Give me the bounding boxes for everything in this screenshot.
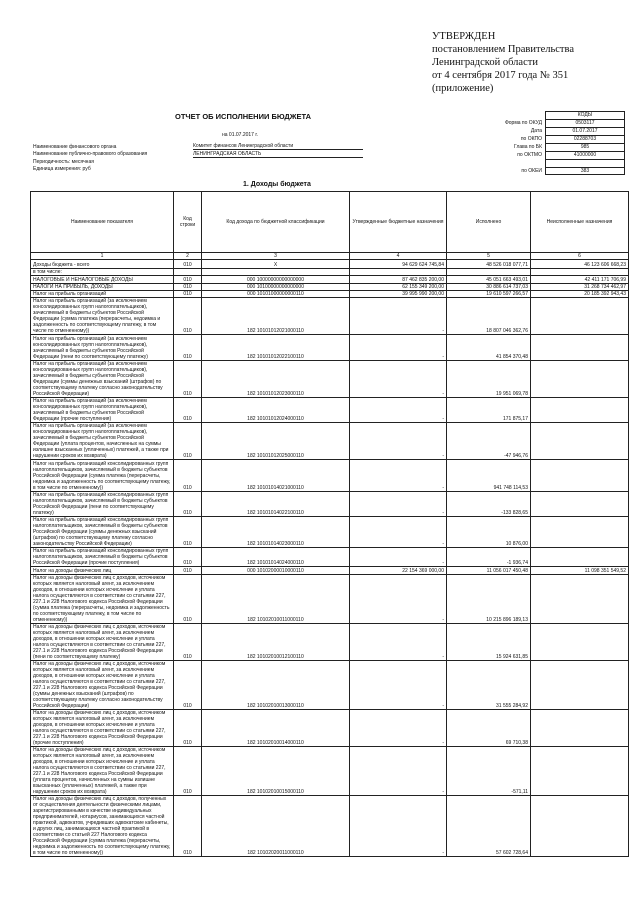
income-table	[30, 191, 629, 857]
cell-name: Доходы бюджета - всего	[31, 260, 174, 269]
approval-line-2: постановлением Правительства	[432, 44, 575, 55]
cell-unexecuted: 11 098 351 549,52	[531, 567, 629, 575]
cell-name: Налог на доходы физических лиц с доходов, полученных от осуществления деятельности физическими лицами, зарегистрированными в качестве индивидуальных предпринимателей, нотариусов, занимающихся частной практикой, адвокатов, учредивших адвокатские кабинеты, и других лиц, занимающихся частной практикой в соответствии со статьей 227 Налогового кодекса Российской Федерации (сумма платежа (перерасчеты, недоимка и задолженность по соответствующему платежу, в том числе по отмененному))	[31, 796, 174, 857]
cell-name: в том числе:	[31, 269, 174, 276]
cell-unexecuted: 20 185 392 943,43	[531, 291, 629, 298]
cell-line-code: 010	[174, 796, 202, 857]
cell-name: Налог на доходы физических лиц с доходов, источником которых является налоговый агент, за исключением доходов, в отношении которых исчисление и уплата налога осуществляются в соответствии со статьями 227, 227.1 и 228 Налогового кодекса Российской Федерации (пени по соответствующему платежу)	[31, 624, 174, 661]
cell-income-code: 182 10102010013000110	[202, 661, 350, 710]
cell-executed: 171 875,17	[447, 398, 531, 423]
cell-executed: 10 215 896 189,13	[447, 575, 531, 624]
cell-name: Налог на прибыль организаций консолидированных групп налогоплательщиков, зачисляемый в бюджеты субъектов Российской Федерации (пени по соответствующему платежу)	[31, 492, 174, 517]
cell-approved: -	[350, 423, 447, 460]
approval-line-4: от 4 сентября 2017 года № 351	[432, 70, 569, 81]
cell-executed: 18 807 046 362,76	[447, 298, 531, 335]
meta-row	[33, 158, 363, 166]
cell-approved: -	[350, 548, 447, 567]
cell-line-code: 010	[174, 624, 202, 661]
table-row	[31, 423, 629, 460]
colnum: 6	[531, 253, 629, 260]
cell-income-code: 182 10101012022100110	[202, 335, 350, 361]
cell-approved: -	[350, 361, 447, 398]
cell-approved: 87 462 835 200,00	[350, 276, 447, 284]
code-label: по ОКТМО	[517, 152, 542, 158]
cell-approved: -	[350, 661, 447, 710]
code-row	[475, 127, 625, 135]
table-header-row	[31, 192, 629, 253]
code-row	[475, 135, 625, 143]
cell-name: НАЛОГОВЫЕ И НЕНАЛОГОВЫЕ ДОХОДЫ	[31, 276, 174, 284]
cell-executed: 941 748 114,53	[447, 460, 531, 492]
cell-unexecuted	[531, 398, 629, 423]
code-label: по ОКЕИ	[521, 168, 542, 174]
codes-block	[475, 111, 625, 175]
table-row	[31, 361, 629, 398]
cell-income-code	[202, 269, 350, 276]
table-row	[31, 335, 629, 361]
table-row	[31, 661, 629, 710]
table-row	[31, 260, 629, 269]
cell-line-code: 010	[174, 284, 202, 291]
cell-line-code: 010	[174, 276, 202, 284]
cell-income-code: 182 10101012024000110	[202, 398, 350, 423]
table-row	[31, 284, 629, 291]
cell-unexecuted: 31 268 734 462,97	[531, 284, 629, 291]
cell-name: Налог на прибыль организаций	[31, 291, 174, 298]
cell-approved: -	[350, 747, 447, 796]
table-row	[31, 291, 629, 298]
table-row	[31, 548, 629, 567]
colnum: 5	[447, 253, 531, 260]
code-row	[475, 151, 625, 159]
header-income-code: Код дохода по бюджетной классификации	[202, 192, 350, 253]
cell-unexecuted	[531, 624, 629, 661]
cell-line-code: 010	[174, 260, 202, 269]
cell-income-code: 182 10101014024000110	[202, 548, 350, 567]
cell-executed: -133 828,65	[447, 492, 531, 517]
cell-approved: 62 155 349 200,00	[350, 284, 447, 291]
code-row	[475, 159, 625, 167]
cell-executed: 11 056 017 450,48	[447, 567, 531, 575]
table-row	[31, 575, 629, 624]
header-name: Наименование показателя	[31, 192, 174, 253]
header-line-code: Код строки	[174, 192, 202, 253]
cell-unexecuted	[531, 747, 629, 796]
table-row	[31, 298, 629, 335]
cell-executed: -47 946,76	[447, 423, 531, 460]
cell-approved: -	[350, 575, 447, 624]
cell-income-code: 182 10102010011000110	[202, 575, 350, 624]
code-row	[475, 119, 625, 127]
table-row	[31, 398, 629, 423]
cell-executed	[447, 269, 531, 276]
code-value: 02288703	[545, 135, 625, 143]
report-title: ОТЧЕТ ОБ ИСПОЛНЕНИИ БЮДЖЕТА	[175, 112, 312, 121]
meta-value: Комитет финансов Ленинградской области	[193, 143, 363, 150]
cell-name: Налог на доходы физических лиц с доходов, источником которых является налоговый агент, за исключением доходов, в отношении которых исчисление и уплата налога осуществляются в соответствии со статьями 227, 227.1 и 228 Налогового кодекса Российской Федерации (уплата процентов, начисленных на суммы излишне взысканных (уплаченных) платежей, а также при нарушении сроков их возврата)	[31, 747, 174, 796]
column-number-row	[31, 253, 629, 260]
cell-unexecuted	[531, 492, 629, 517]
cell-executed: -1 936,74	[447, 548, 531, 567]
cell-income-code: 182 10101014021000110	[202, 460, 350, 492]
cell-line-code: 010	[174, 492, 202, 517]
colnum: 4	[350, 253, 447, 260]
cell-unexecuted	[531, 575, 629, 624]
cell-approved: -	[350, 335, 447, 361]
cell-line-code	[174, 269, 202, 276]
cell-approved: -	[350, 796, 447, 857]
code-label: по ОКПО	[520, 136, 542, 142]
cell-unexecuted	[531, 548, 629, 567]
cell-name: Налог на прибыль организаций (за исключением консолидированных групп налогоплательщиков), зачисляемый в бюджеты субъектов Российской Федерации (пени по соответствующему платежу)	[31, 335, 174, 361]
cell-approved: -	[350, 492, 447, 517]
cell-unexecuted	[531, 269, 629, 276]
report-meta	[33, 143, 363, 173]
meta-row	[33, 143, 363, 151]
cell-income-code: 182 10101012025000110	[202, 423, 350, 460]
cell-unexecuted	[531, 423, 629, 460]
meta-row	[33, 151, 363, 159]
cell-line-code: 010	[174, 291, 202, 298]
cell-line-code: 010	[174, 335, 202, 361]
cell-executed: 31 555 284,92	[447, 661, 531, 710]
cell-name: Налог на прибыль организаций (за исключением консолидированных групп налогоплательщиков), зачисляемый в бюджеты субъектов Российской Федерации (сумма платежа (перерасчеты, недоимка и задолженность по соответствующему платежу, в том числе по отмененному))	[31, 298, 174, 335]
cell-line-code: 010	[174, 423, 202, 460]
code-value: 985	[545, 143, 625, 151]
cell-income-code: 182 10101014023000110	[202, 517, 350, 548]
cell-unexecuted	[531, 710, 629, 747]
section-title: 1. Доходы бюджета	[243, 181, 311, 188]
cell-income-code: 000 10101000000000110	[202, 291, 350, 298]
cell-unexecuted	[531, 796, 629, 857]
code-value	[545, 159, 625, 167]
meta-label: Периодичность: месячная	[33, 158, 94, 165]
cell-approved	[350, 269, 447, 276]
cell-income-code: 182 10101014022100110	[202, 492, 350, 517]
meta-row	[33, 166, 363, 174]
cell-executed: 15 924 631,85	[447, 624, 531, 661]
cell-unexecuted	[531, 361, 629, 398]
header-executed: Исполнено	[447, 192, 531, 253]
cell-line-code: 010	[174, 298, 202, 335]
cell-executed: 10 876,00	[447, 517, 531, 548]
cell-line-code: 010	[174, 517, 202, 548]
table-row	[31, 517, 629, 548]
cell-income-code: X	[202, 260, 350, 269]
cell-name: Налог на доходы физических лиц с доходов, источником которых является налоговый агент, за исключением доходов, в отношении которых исчисление и уплата налога осуществляются в соответствии со статьями 227, 227.1 и 228 Налогового кодекса Российской Федерации (суммы денежных взысканий (штрафов) по соответствующему платежу согласно законодательству Российской Федерации)	[31, 661, 174, 710]
table-row	[31, 567, 629, 575]
colnum: 2	[174, 253, 202, 260]
cell-line-code: 010	[174, 460, 202, 492]
table-row	[31, 269, 629, 276]
meta-label: Наименование финансового органа	[33, 143, 117, 150]
table-row	[31, 796, 629, 857]
cell-line-code: 010	[174, 710, 202, 747]
cell-name: Налог на доходы физических лиц с доходов, источником которых является налоговый агент, за исключением доходов, в отношении которых исчисление и уплата налога осуществляются в соответствии со статьями 227, 227.1 и 228 Налогового кодекса Российской Федерации (прочие поступления)	[31, 710, 174, 747]
codes-header: КОДЫ	[545, 111, 625, 119]
cell-line-code: 010	[174, 398, 202, 423]
cell-approved: -	[350, 624, 447, 661]
cell-unexecuted	[531, 661, 629, 710]
colnum: 3	[202, 253, 350, 260]
table-row	[31, 624, 629, 661]
cell-name: Налог на доходы физических лиц	[31, 567, 174, 575]
cell-executed: 48 526 018 077,71	[447, 260, 531, 269]
cell-approved: -	[350, 517, 447, 548]
approval-line-5: (приложение)	[432, 83, 494, 94]
cell-name: Налог на прибыль организаций консолидированных групп налогоплательщиков, зачисляемый в бюджеты субъектов Российской Федерации (суммы денежных взысканий (штрафов) по соответствующему платежу согласно законодательству Российской Федерации)	[31, 517, 174, 548]
cell-line-code: 010	[174, 567, 202, 575]
cell-executed: 69 710,38	[447, 710, 531, 747]
cell-approved: -	[350, 298, 447, 335]
cell-name: Налог на доходы физических лиц с доходов, источником которых является налоговый агент, за исключением доходов, в отношении которых исчисление и уплата налога осуществляются в соответствии со статьями 227, 227.1 и 228 Налогового кодекса Российской Федерации (сумма платежа (перерасчеты, недоимка и задолженность по соответствующему платежу, в том числе по отмененному))	[31, 575, 174, 624]
cell-name: Налог на прибыль организаций консолидированных групп налогоплательщиков, зачисляемый в бюджеты субъектов Российской Федерации (прочие поступления)	[31, 548, 174, 567]
cell-unexecuted	[531, 517, 629, 548]
table-row	[31, 460, 629, 492]
code-value: 0503117	[545, 119, 625, 127]
cell-approved: 22 154 369 000,00	[350, 567, 447, 575]
cell-income-code: 182 10101012023000110	[202, 361, 350, 398]
approval-stamp	[432, 30, 632, 95]
cell-approved: -	[350, 710, 447, 747]
cell-line-code: 010	[174, 747, 202, 796]
cell-approved: 94 629 624 745,84	[350, 260, 447, 269]
cell-income-code: 000 10102000010000110	[202, 567, 350, 575]
cell-executed: 57 602 728,64	[447, 796, 531, 857]
code-label: Дата	[530, 128, 542, 134]
meta-value: ЛЕНИНГРАДСКАЯ ОБЛАСТЬ	[193, 151, 363, 158]
cell-name: Налог на прибыль организаций консолидированных групп налогоплательщиков, зачисляемый в бюджеты субъектов Российской Федерации (сумма платежа (перерасчеты, недоимка и задолженность по соответствующему платежу, в том числе по отмененному))	[31, 460, 174, 492]
cell-income-code: 182 10102010015000110	[202, 747, 350, 796]
cell-executed: 41 854 370,48	[447, 335, 531, 361]
table-row	[31, 492, 629, 517]
colnum: 1	[31, 253, 174, 260]
code-value: 41000000	[545, 151, 625, 159]
cell-unexecuted	[531, 460, 629, 492]
meta-label: Наименование публично-правового образования	[33, 151, 148, 158]
table-row	[31, 276, 629, 284]
table-row	[31, 710, 629, 747]
cell-approved: -	[350, 398, 447, 423]
cell-approved: 39 995 990 200,00	[350, 291, 447, 298]
cell-unexecuted	[531, 335, 629, 361]
cell-name: НАЛОГИ НА ПРИБЫЛЬ, ДОХОДЫ	[31, 284, 174, 291]
cell-executed: 19 610 597 266,57	[447, 291, 531, 298]
meta-label: Единица измерения: руб	[33, 166, 91, 173]
cell-line-code: 010	[174, 661, 202, 710]
approval-line-3: Ленинградской области	[432, 57, 538, 68]
cell-unexecuted	[531, 298, 629, 335]
cell-executed: -571,11	[447, 747, 531, 796]
table-row	[31, 747, 629, 796]
approval-line-1: УТВЕРЖДЕН	[432, 31, 496, 42]
cell-income-code: 182 10101012021000110	[202, 298, 350, 335]
cell-name: Налог на прибыль организаций (за исключением консолидированных групп налогоплательщиков), зачисляемый в бюджеты субъектов Российской Федерации (суммы денежных взысканий (штрафов) по соответствующему платежу согласно законодательству Российской Федерации)	[31, 361, 174, 398]
cell-name: Налог на прибыль организаций (за исключением консолидированных групп налогоплательщиков), зачисляемый в бюджеты субъектов Российской Федерации (прочие поступления)	[31, 398, 174, 423]
cell-unexecuted: 46 123 606 668,23	[531, 260, 629, 269]
header-unexecuted: Неисполненные назначения	[531, 192, 629, 253]
cell-executed: 30 886 614 737,03	[447, 284, 531, 291]
header-approved: Утвержденные бюджетные назначения	[350, 192, 447, 253]
report-date: на 01.07.2017 г.	[222, 132, 258, 138]
cell-income-code: 182 10102010012100110	[202, 624, 350, 661]
cell-executed: 45 051 663 493,01	[447, 276, 531, 284]
cell-name: Налог на прибыль организаций (за исключением консолидированных групп налогоплательщиков), зачисляемый в бюджеты субъектов Российской Федерации (уплата процентов, начисленных на суммы излишне взысканных (уплаченных) платежей, а также при нарушении сроков их возврата)	[31, 423, 174, 460]
code-label: Форма по ОКУД	[504, 120, 542, 126]
code-value: 01.07.2017	[545, 127, 625, 135]
cell-line-code: 010	[174, 548, 202, 567]
cell-executed: 19 951 069,78	[447, 361, 531, 398]
cell-approved: -	[350, 460, 447, 492]
cell-income-code: 000 10000000000000000	[202, 276, 350, 284]
code-label: Глава по БК	[514, 144, 542, 150]
cell-income-code: 000 10100000000000000	[202, 284, 350, 291]
cell-line-code: 010	[174, 575, 202, 624]
code-row	[475, 143, 625, 151]
code-value: 383	[545, 167, 625, 175]
cell-income-code: 182 10102020011000110	[202, 796, 350, 857]
cell-income-code: 182 10102010014000110	[202, 710, 350, 747]
code-row	[475, 167, 625, 175]
cell-line-code: 010	[174, 361, 202, 398]
cell-unexecuted: 42 411 171 706,99	[531, 276, 629, 284]
